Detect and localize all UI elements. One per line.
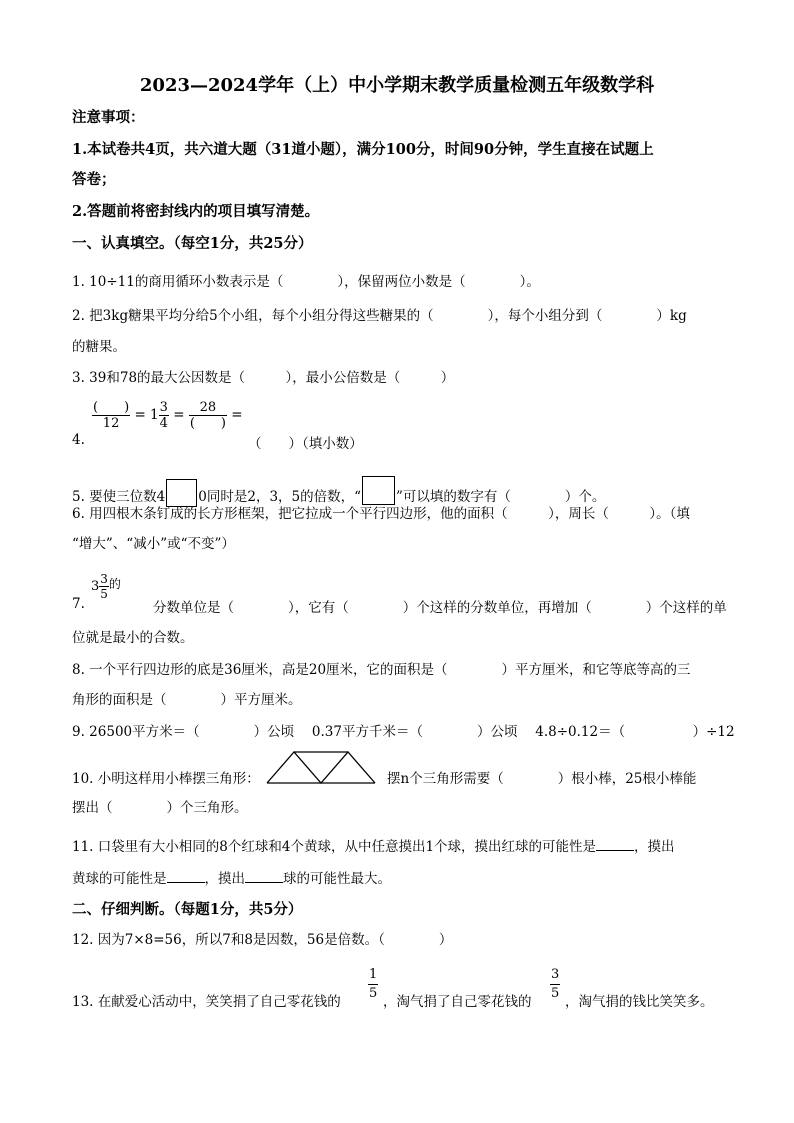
section-2-heading: 二、仔细判断。（每题1分，共5分）: [72, 901, 303, 918]
equals-sign: =: [231, 407, 243, 423]
question-11-part-c: 黄球的可能性是: [72, 871, 167, 887]
fraction: [550, 966, 560, 1003]
notice-item-2: 2.答题前将密封线内的项目填写清楚。: [72, 203, 320, 220]
notice-heading: 注意事项：: [72, 109, 145, 126]
question-10-cont: 摆n个三角形需要（ ）根小棒，25根小棒能: [387, 771, 697, 787]
fraction-denominator: 12: [102, 416, 120, 431]
question-8-cont: 角形的面积是（ ）平方厘米。: [72, 692, 302, 708]
question-5-part-b: 0同时是2，3，5的倍数，“: [198, 489, 362, 505]
question-10: 10. 小明这样用小棒摆三角形：: [72, 771, 260, 787]
fraction-numerator: 1: [369, 967, 378, 982]
question-5-part-c: ”可以填的数字有（ ）个。: [396, 489, 606, 505]
question-4-equation: [92, 400, 243, 431]
exam-title: 2023—2024学年（上）中小学期末教学质量检测五年级数学科: [139, 75, 655, 96]
triangles-figure: [264, 749, 384, 787]
question-2-cont: 的糖果。: [72, 339, 126, 355]
question-11-part-b: ，摸出: [634, 839, 675, 855]
mixed-suffix: 的: [108, 577, 121, 591]
question-5: [72, 476, 605, 507]
question-3: 3. 39和78的最大公因数是（ ），最小公倍数是（ ）: [72, 370, 455, 386]
fraction-numerator: 3: [551, 967, 560, 982]
fraction: [92, 400, 130, 431]
question-7-mixed-number: [91, 572, 121, 601]
question-4-answer-blank: （ ）（填小数）: [248, 436, 363, 452]
fraction-denominator: 5: [551, 986, 560, 1001]
equals-sign: = 1: [134, 407, 159, 423]
fraction-denominator: ( ): [189, 416, 226, 431]
notice-item-1-cont: 答卷；: [72, 171, 116, 188]
answer-blank: [596, 836, 634, 851]
question-8: 8. 一个平行四边形的底是36厘米，高是20厘米，它的面积是（ ）平方厘米，和它等底等高的三: [72, 662, 691, 678]
fraction-numerator: 3: [100, 572, 108, 586]
question-2: 2. 把3kg糖果平均分给5个小组，每个小组分得这些糖果的（ ），每个小组分到（ ）kg: [72, 308, 687, 324]
question-9: 9. 26500平方米＝（ ）公顷 0.37平方千米＝（ ）公顷 4.8÷0.12＝（ ）÷12: [72, 724, 735, 740]
question-11-part-d: ，摸出: [204, 871, 245, 887]
notice-item-1: 1.本试卷共4页，共六道大题（31道小题），满分100分，时间90分钟，学生直接在试题上: [72, 141, 654, 158]
triangle-zigzag: [267, 752, 375, 783]
digit-box: [166, 479, 197, 507]
question-10-line-2: 摆出（ ）个三角形。: [72, 800, 248, 816]
equals-sign: =: [173, 407, 185, 423]
fraction: [189, 400, 227, 431]
fraction-denominator: 5: [100, 587, 108, 601]
mixed-fraction: [159, 400, 169, 431]
answer-blank: [167, 868, 205, 883]
question-5-part-a: 5. 要使三位数4: [72, 489, 166, 505]
fraction-numerator: 28: [189, 400, 227, 416]
question-12: 12. 因为7×8=56，所以7和8是因数，56是倍数。（ ）: [72, 932, 453, 948]
question-13-end: ，淘气捐的钱比笑笑多。: [565, 994, 714, 1010]
question-13: 13. 在献爱心活动中，笑笑捐了自己零花钱的: [72, 994, 341, 1010]
fraction-denominator: 5: [369, 986, 378, 1001]
fraction-numerator: ( ): [93, 400, 130, 415]
fraction: [99, 572, 109, 601]
question-11-part-a: 11. 口袋里有大小相同的8个红球和4个黄球，从中任意摸出1个球，摸出红球的可能性是: [72, 839, 597, 855]
question-6-cont: “增大”、“减小”或“不变”）: [72, 536, 235, 552]
mixed-whole: 3: [91, 579, 100, 594]
fraction-numerator: 3: [159, 400, 168, 415]
answer-blank: [245, 868, 283, 883]
question-4-number: 4.: [72, 432, 85, 448]
section-1-heading: 一、认真填空。（每空1分，共25分）: [72, 235, 313, 252]
question-11: [72, 836, 675, 857]
question-7-number: 7.: [72, 596, 85, 612]
question-7-cont: 位就是最小的合数。: [72, 630, 194, 646]
question-1: 1. 10÷11的商用循环小数表示是（ ），保留两位小数是（ ）。: [72, 274, 540, 290]
fraction-denominator: 4: [159, 416, 168, 431]
digit-box: [362, 476, 395, 505]
question-6: 6. 用四根木条钉成的长方形框架，把它拉成一个平行四边形，他的面积（ ），周长（ ）。（填: [72, 506, 690, 522]
fraction: [368, 966, 378, 1003]
question-13-mid: ，淘气捐了自己零花钱的: [383, 994, 532, 1010]
fraction-one-fifth: [368, 966, 378, 1003]
fraction-three-fifths: [550, 966, 560, 1003]
question-11-cont: [72, 868, 391, 889]
question-7: 分数单位是（ ），它有（ ）个这样的分数单位，再增加（ ）个这样的单: [153, 600, 727, 616]
question-11-part-e: 球的可能性最大。: [283, 871, 391, 887]
